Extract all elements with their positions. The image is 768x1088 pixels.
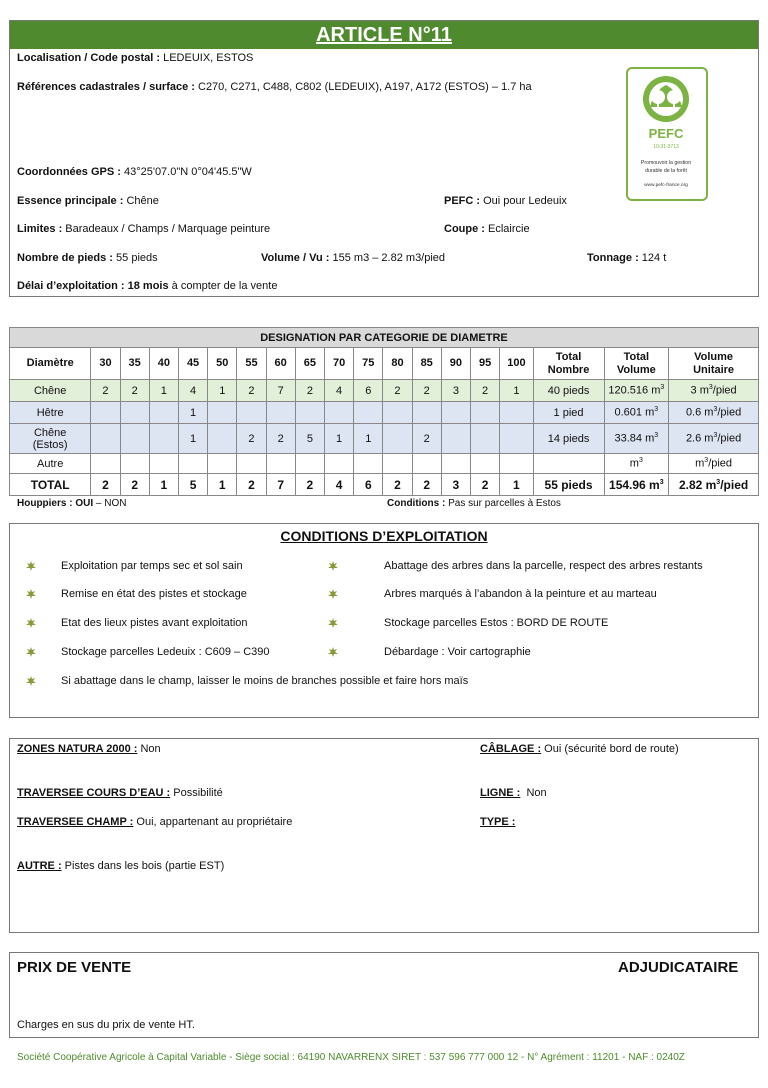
total-cell: 1: [208, 474, 237, 496]
condition-item: Abattage des arbres dans la parcelle, respect des arbres restants: [384, 560, 703, 572]
table-cell: [149, 424, 178, 454]
table-cell: [471, 402, 500, 424]
cell-volume: [604, 474, 669, 496]
cell-volume-value: 154.96 m: [609, 477, 660, 492]
total-cell: 2: [295, 474, 324, 496]
row-species-name: Chêne: [33, 426, 67, 439]
condition-item: Exploitation par temps sec et sol sain: [61, 560, 243, 572]
localisation-line: [17, 52, 253, 64]
table-cell: [412, 402, 441, 424]
row-species: [10, 454, 91, 474]
cube-superscript: 3: [638, 457, 643, 465]
ligne-line: [480, 787, 547, 799]
table-cell: [149, 454, 178, 474]
cablage-label: CÂBLAGE :: [480, 743, 542, 755]
cell-unit: [669, 380, 759, 402]
row-species: [10, 380, 91, 402]
total-label: TOTAL: [10, 474, 91, 496]
table-row: [10, 380, 759, 402]
type-label: TYPE :: [480, 816, 516, 828]
header-diameter: 55: [237, 348, 266, 380]
champ-value: Oui, appartenant au propriétaire: [136, 816, 293, 828]
total-cell: 2: [412, 474, 441, 496]
conditions-title: CONDITIONS D’EXPLOITATION: [280, 528, 488, 544]
header-diameter: 50: [208, 348, 237, 380]
prix-title: PRIX DE VENTE: [17, 959, 132, 976]
table-row: [10, 454, 759, 474]
table-cell: [324, 402, 353, 424]
cell-unit: [669, 454, 759, 474]
cube-superscript: 3: [659, 478, 664, 486]
cell-unit-value: m: [695, 457, 705, 470]
table-header-row: [10, 348, 759, 380]
header-diameter: 100: [500, 348, 533, 380]
article-panel: [9, 20, 759, 297]
header-total-nombre: [533, 348, 604, 380]
cours-line: [17, 787, 223, 799]
table-cell: [500, 454, 533, 474]
table-cell: 1: [324, 424, 353, 454]
header-diameter: 60: [266, 348, 295, 380]
cell-volume: [604, 424, 669, 454]
cell-unit-suffix: /pied: [708, 457, 733, 470]
table-cell: 1: [354, 424, 383, 454]
autre-value: Pistes dans les bois (partie EST): [64, 860, 225, 872]
condition-item: Stockage parcelles Ledeuix : C609 – C390: [61, 646, 270, 658]
delai-label: Délai d’exploitation : 18 mois: [17, 280, 169, 292]
total-cell: 7: [266, 474, 295, 496]
condition-item: Remise en état des pistes et stockage: [61, 588, 247, 600]
pefc-code: 10-31-3713: [653, 144, 679, 150]
table-cell: [266, 454, 295, 474]
table-cell: [120, 402, 149, 424]
table-cell: [266, 402, 295, 424]
cube-superscript: 3: [708, 384, 713, 392]
autre-label: AUTRE :: [17, 860, 62, 872]
prix-note: Charges en sus du prix de vente HT.: [17, 1019, 195, 1031]
header-volume-unitaire-line2: Unitaire: [693, 363, 735, 376]
houppiers-label: Houppiers : OUI: [17, 498, 94, 509]
leaf-bullet-icon: [328, 647, 338, 657]
cell-unit-suffix: /pied: [717, 432, 742, 445]
total-cell: 6: [354, 474, 383, 496]
gps-value: 43°25'07.0"N 0°04'45.5"W: [123, 166, 252, 178]
condition-item: Débardage : Voir cartographie: [384, 646, 531, 658]
cell-volume: [604, 402, 669, 424]
pieds-line: [17, 252, 158, 264]
header-volume-unitaire: [669, 348, 759, 380]
references-line: [17, 81, 532, 93]
cell-volume: [604, 454, 669, 474]
condition-item: Si abattage dans le champ, laisser le moins de branches possible et faire hors maïs: [61, 675, 469, 687]
table-cell: [471, 424, 500, 454]
gps-line: [17, 166, 252, 178]
footer: Société Coopérative Agricole à Capital Variable - Siège social : 64190 NAVARRENX SIRET : 537 596 777 000 12 - N° Agrément : 11201 - NAF : 0240Z: [17, 1052, 685, 1063]
total-cell: 2: [120, 474, 149, 496]
table-cell: 2: [237, 380, 266, 402]
header-diameter: 95: [471, 348, 500, 380]
table-cell: 2: [471, 380, 500, 402]
autre-line: [17, 860, 224, 872]
table-cell: 2: [295, 380, 324, 402]
table-row: [10, 424, 759, 454]
row-species-name: Autre: [37, 457, 64, 470]
natura-line: [17, 743, 161, 755]
pefc-tree-icon: [628, 69, 705, 198]
cell-unit-suffix: /pied: [720, 477, 749, 492]
header-diameter: 75: [354, 348, 383, 380]
table-cell: [441, 424, 470, 454]
table-cell: [500, 424, 533, 454]
cell-volume: [604, 380, 669, 402]
table-cell: 2: [91, 380, 120, 402]
cell-nombre: 14 pieds: [533, 424, 604, 454]
natura-value: Non: [140, 743, 161, 755]
table-row: [10, 402, 759, 424]
table-cell: 1: [208, 380, 237, 402]
table-cell: 3: [441, 380, 470, 402]
table-cell: [412, 454, 441, 474]
cell-unit-value: 2.82 m: [678, 477, 717, 492]
volume-line: [261, 252, 445, 264]
total-cell: 2: [237, 474, 266, 496]
total-cell: 2: [471, 474, 500, 496]
header-diameter: 90: [441, 348, 470, 380]
conditions-panel: [9, 523, 759, 718]
table-cell: [500, 402, 533, 424]
table-cell: [178, 454, 207, 474]
table-cell: 2: [412, 424, 441, 454]
cell-unit: [669, 402, 759, 424]
leaf-bullet-icon: [26, 561, 36, 571]
cube-superscript: 3: [704, 457, 709, 465]
table-cell: [208, 402, 237, 424]
row-species: [10, 402, 91, 424]
table-cell: [208, 424, 237, 454]
table-cell: [120, 454, 149, 474]
header-diameter: 65: [295, 348, 324, 380]
tonnage-line: [587, 252, 666, 264]
total-cell: 3: [441, 474, 470, 496]
table-cell: [441, 402, 470, 424]
leaf-bullet-icon: [26, 589, 36, 599]
essence-value: Chêne: [126, 195, 159, 207]
table-cell: 2: [120, 380, 149, 402]
leaf-bullet-icon: [26, 676, 36, 686]
cell-volume-value: 0.601 m: [614, 406, 655, 419]
houppiers-line: [17, 498, 126, 509]
localisation-label: Localisation / Code postal :: [17, 52, 161, 64]
cours-value: Possibilité: [173, 787, 223, 799]
row-species-name: Chêne: [33, 384, 67, 397]
table-total-row: [10, 474, 759, 496]
header-diameter: 85: [412, 348, 441, 380]
cablage-line: [480, 743, 679, 755]
table-cell: [324, 454, 353, 474]
limites-value: Baradeaux / Champs / Marquage peinture: [65, 223, 271, 235]
cell-nombre: 40 pieds: [533, 380, 604, 402]
pefc-logo: [626, 67, 708, 201]
cell-unit: [669, 424, 759, 454]
condition-item: Stockage parcelles Estos : BORD DE ROUTE: [384, 617, 609, 629]
table-cell: 2: [383, 380, 412, 402]
total-cell: 1: [500, 474, 533, 496]
pefc-brand: PEFC: [648, 126, 684, 141]
ligne-value: Non: [526, 787, 547, 799]
table-cell: 2: [237, 424, 266, 454]
row-species: [10, 424, 91, 454]
table-cell: [295, 402, 324, 424]
table-cell: [237, 454, 266, 474]
cell-unit-value: 3 m: [690, 384, 709, 397]
header-total-nombre-line1: Total: [555, 350, 582, 363]
cell-unit-suffix: /pied: [717, 406, 742, 419]
cube-superscript: 3: [716, 478, 721, 486]
table-cell: [295, 454, 324, 474]
total-cell: 2: [91, 474, 120, 496]
cell-volume-value: 33.84 m: [614, 432, 655, 445]
pefc-line: [444, 195, 567, 207]
table-cell: [383, 402, 412, 424]
header-total-volume-line1: Total: [623, 350, 650, 363]
table-cell: [354, 454, 383, 474]
header-total-volume-line2: Volume: [616, 363, 656, 376]
pefc-url: www.pefc-france.org: [644, 183, 688, 188]
conditions-note-line: [387, 498, 561, 509]
cube-superscript: 3: [654, 406, 659, 414]
cell-unit-value: 0.6 m: [685, 406, 714, 419]
leaf-bullet-icon: [26, 618, 36, 628]
cell-unit-suffix: /pied: [712, 384, 737, 397]
table-cell: 4: [178, 380, 207, 402]
header-total-nombre-line2: Nombre: [547, 363, 590, 376]
delai-value: à compter de la vente: [171, 280, 278, 292]
table-cell: 1: [500, 380, 533, 402]
diameter-table: [9, 327, 759, 496]
leaf-bullet-icon: [26, 647, 36, 657]
cell-nombre: 55 pieds: [533, 474, 604, 496]
header-diameter: 80: [383, 348, 412, 380]
conditions-note-value: Pas sur parcelles à Estos: [448, 498, 561, 509]
table-cell: [91, 424, 120, 454]
pefc-line2: durable de la forêt: [645, 168, 687, 174]
zones-panel: [9, 738, 759, 933]
cell-unit-value: 2.6 m: [685, 432, 714, 445]
article-title: ARTICLE N°11: [316, 24, 452, 46]
cell-volume-value: 120.516 m: [608, 384, 661, 397]
tonnage-value: 124 t: [641, 252, 667, 264]
leaf-bullet-icon: [328, 618, 338, 628]
leaf-bullet-icon: [328, 561, 338, 571]
references-value: C270, C271, C488, C802 (LEDEUIX), A197, A172 (ESTOS) – 1.7 ha: [198, 81, 532, 93]
cablage-value: Oui (sécurité bord de route): [544, 743, 679, 755]
table-cell: 1: [178, 424, 207, 454]
table-cell: 2: [412, 380, 441, 402]
localisation-value: LEDEUIX, ESTOS: [163, 52, 254, 64]
table-cell: 2: [266, 424, 295, 454]
limites-line: [17, 223, 270, 235]
table-cell: 1: [178, 402, 207, 424]
cube-superscript: 3: [713, 432, 718, 440]
cours-label: TRAVERSEE COURS D’EAU :: [17, 787, 171, 799]
houppiers-value: – NON: [95, 498, 127, 509]
header-diameter: 45: [178, 348, 207, 380]
header-diameter: 70: [324, 348, 353, 380]
table-body: [10, 380, 759, 496]
table-caption: DESIGNATION PAR CATEGORIE DE DIAMETRE: [10, 328, 759, 348]
champ-line: [17, 816, 292, 828]
header-diameter: 35: [120, 348, 149, 380]
total-cell: 1: [149, 474, 178, 496]
gps-label: Coordonnées GPS :: [17, 166, 121, 178]
condition-item: Arbres marqués à l’abandon à la peinture et au marteau: [384, 588, 657, 600]
champ-label: TRAVERSEE CHAMP :: [17, 816, 134, 828]
ligne-label: LIGNE :: [480, 787, 521, 799]
coupe-label: Coupe :: [444, 223, 485, 235]
type-line: [480, 816, 515, 828]
header-total-volume: [604, 348, 669, 380]
table-cell: [354, 402, 383, 424]
leaf-bullet-icon: [328, 589, 338, 599]
table-cell: [441, 454, 470, 474]
table-cell: 4: [324, 380, 353, 402]
volume-label: Volume / Vu :: [261, 252, 330, 264]
cube-superscript: 3: [654, 432, 659, 440]
table-cell: [91, 454, 120, 474]
table-cell: 1: [149, 380, 178, 402]
header-diametre: Diamètre: [10, 348, 91, 380]
header-diameter: 30: [91, 348, 120, 380]
table-cell: 7: [266, 380, 295, 402]
header-volume-unitaire-line1: Volume: [694, 350, 734, 363]
delai-line: [17, 280, 277, 292]
natura-label: ZONES NATURA 2000 :: [17, 743, 138, 755]
adjudicataire-title: ADJUDICATAIRE: [618, 959, 739, 976]
table-cell: 5: [295, 424, 324, 454]
cube-superscript: 3: [660, 384, 665, 392]
table-cell: [383, 454, 412, 474]
cell-unit: [669, 474, 759, 496]
row-species-subname: (Estos): [32, 438, 68, 451]
header-diameter: 40: [149, 348, 178, 380]
table-cell: [91, 402, 120, 424]
essence-label: Essence principale :: [17, 195, 124, 207]
table-cell: [208, 454, 237, 474]
references-label: Références cadastrales / surface :: [17, 81, 195, 93]
total-cell: 5: [178, 474, 207, 496]
essence-line: [17, 195, 159, 207]
pieds-value: 55 pieds: [116, 252, 158, 264]
pieds-label: Nombre de pieds :: [17, 252, 113, 264]
table-cell: [149, 402, 178, 424]
cell-volume-value: m: [629, 457, 639, 470]
cell-nombre: 1 pied: [533, 402, 604, 424]
cube-superscript: 3: [713, 406, 718, 414]
tonnage-label: Tonnage :: [587, 252, 639, 264]
total-cell: 2: [383, 474, 412, 496]
pefc-line1: Promouvoir la gestion: [640, 160, 692, 166]
table-cell: [120, 424, 149, 454]
table-cell: [471, 454, 500, 474]
table-cell: [383, 424, 412, 454]
pefc-value: Oui pour Ledeuix: [483, 195, 567, 207]
conditions-note-label: Conditions :: [387, 498, 446, 509]
article-title-bar: [10, 21, 758, 49]
total-cell: 4: [324, 474, 353, 496]
volume-value: 155 m3 – 2.82 m3/pied: [332, 252, 446, 264]
coupe-value: Eclaircie: [488, 223, 530, 235]
table-cell: 6: [354, 380, 383, 402]
prix-panel: [9, 952, 759, 1038]
limites-label: Limites :: [17, 223, 63, 235]
coupe-line: [444, 223, 530, 235]
row-species-name: Hêtre: [36, 406, 64, 419]
cell-nombre: [533, 454, 604, 474]
pefc-label: PEFC :: [444, 195, 481, 207]
condition-item: Etat des lieux pistes avant exploitation: [61, 617, 248, 629]
table-cell: [237, 402, 266, 424]
